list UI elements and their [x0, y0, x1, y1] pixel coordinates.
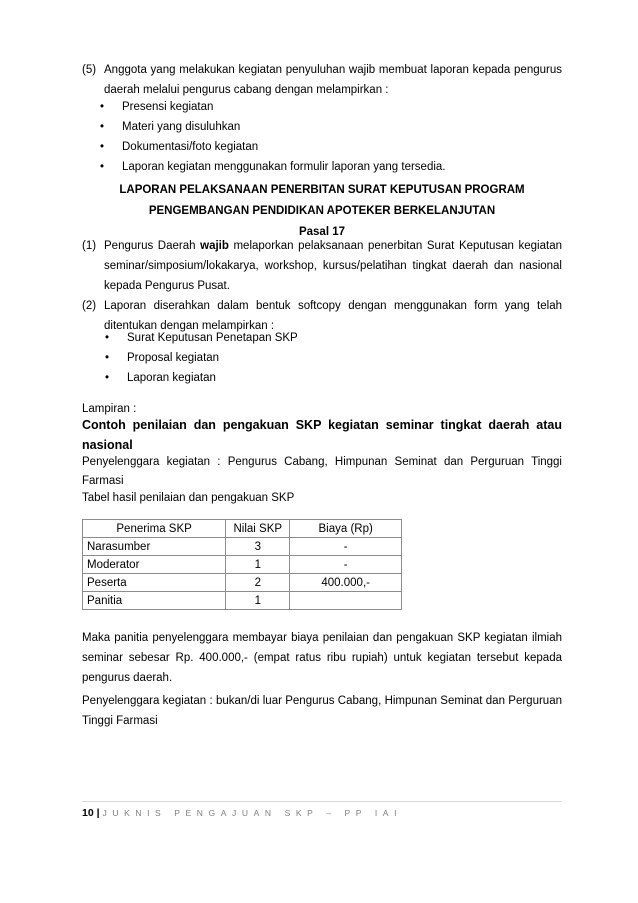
item-2-text: Laporan diserahkan dalam bentuk softcopy dengan menggunakan form yang telah ditentukan dengan melampirkan :: [104, 300, 562, 332]
table-row: [83, 592, 402, 610]
table-row: [83, 556, 402, 574]
table-row: [83, 574, 402, 592]
table-cell: 400.000,-: [290, 574, 402, 592]
table-cell: [290, 592, 402, 610]
organizer-text: Penyelenggara kegiatan : Pengurus Cabang, Himpunan Seminat dan Perguruan Tinggi Farmasi: [82, 456, 562, 487]
item-5-number: (5): [82, 64, 97, 76]
item-2-number: (2): [82, 300, 97, 312]
table-cell: Peserta: [83, 574, 226, 592]
column-header: Penerima SKP: [83, 520, 226, 538]
table-cell: 1: [226, 556, 290, 574]
item-1-number: (1): [82, 240, 97, 252]
example-title: Contoh penilaian dan pengakuan SKP kegiatan seminar tingkat daerah atau nasional: [82, 418, 562, 452]
table-cell: 3: [226, 538, 290, 556]
footer-title: JUKNIS PENGAJUAN SKP – PP IAI: [102, 808, 403, 818]
table-cell: 1: [226, 592, 290, 610]
column-header: Nilai SKP: [226, 520, 290, 538]
document-page: (5) Anggota yang melakukan kegiatan penyuluhan wajib membuat laporan kepada pengurus daerah melalui pengurus cabang dengan melampirkan : • Presensi kegiatan • Materi yang disuluhkan • Dokumentasi/foto kegiatan • Laporan kegiatan menggunakan formulir laporan yang tersedia. LAPORAN PELAKSANAAN PENERBITAN SURAT KEPUTUSAN PROGRAM PENGEMBANGAN PENDIDIKAN APOTEKER BERKELANJUTAN Pasal 17 (1) Pengurus Daerah wajib melaporkan pelaksanaan penerbitan Surat Keputusan kegiatan seminar/simposium/lokakarya, workshop, kursus/pelatihan tingkat daerah dan nasional kepada Pengurus Pusat. (2) Laporan diserahkan dalam bentuk softcopy dengan menggunakan form yang telah ditentukan dengan melampirkan : • Surat Keputusan Penetapan SKP • Proposal kegiatan • Laporan kegiatan Lampiran : Contoh penilaian dan pengakuan SKP kegiatan seminar tingkat daerah atau nasional Penyelenggara kegiatan : Pengurus Cabang, Himpunan Seminat dan Perguruan Tinggi Farmasi Tabel hasil penilaian dan pengakuan SKP Penerima SKP Nilai SKP Biaya (Rp) Narasumber 3 - Moderator 1 - Peserta 2 400.000,- Panitia 1 Maka panitia penyelenggara membayar biaya penilaian dan pengakuan SKP kegiatan ilmiah seminar sebesar Rp. 400.000,- (empat ratus ribu rupiah) untuk kegiatan tersebut kepada pengurus daerah. Penyelenggara kegiatan : bukan/di luar Pengurus Cabang, Himpunan Seminat dan Perguruan Tinggi Farmasi 10 | JUKNIS PENGAJUAN SKP – PP IAI: [0, 0, 638, 903]
table-header-row: [83, 520, 402, 538]
table-cell: -: [290, 556, 402, 574]
item-1-text: Pengurus Daerah wajib melaporkan pelaksanaan penerbitan Surat Keputusan kegiatan seminar/simposium/lokakarya, workshop, kursus/pelatihan tingkat daerah dan nasional kepada Pengurus Pusat.: [104, 240, 562, 292]
table-cell: -: [290, 538, 402, 556]
table-cell: Narasumber: [83, 538, 226, 556]
table-cell: 2: [226, 574, 290, 592]
section-heading-line-1: LAPORAN PELAKSANAAN PENERBITAN SURAT KEPUTUSAN PROGRAM: [119, 184, 525, 196]
item-5-text: Anggota yang melakukan kegiatan penyuluhan wajib membuat laporan kepada pengurus daerah melalui pengurus cabang dengan melampirkan :: [104, 64, 562, 96]
item-5: [82, 60, 562, 100]
table-caption: Tabel hasil penilaian dan pengakuan SKP: [82, 492, 295, 504]
page-number: 10: [82, 807, 94, 819]
footer-separator: |: [96, 807, 100, 819]
article-title: Pasal 17: [298, 226, 346, 238]
section-heading-line-2: PENGEMBANGAN PENDIDIKAN APOTEKER BERKELANJUTAN: [148, 205, 496, 217]
table-cell: Moderator: [83, 556, 226, 574]
paragraph-organizer: Penyelenggara kegiatan : bukan/di luar Pengurus Cabang, Himpunan Seminat dan Perguruan Tinggi Farmasi: [82, 695, 562, 727]
table-row: [83, 538, 402, 556]
column-header: Biaya (Rp): [290, 520, 402, 538]
footer-divider: [82, 801, 562, 802]
page-footer: [82, 806, 402, 820]
table-cell: Panitia: [83, 592, 226, 610]
item-1: [82, 236, 562, 296]
attachment-label: Lampiran :: [82, 403, 137, 415]
skp-table: [82, 519, 402, 610]
paragraph-payment: Maka panitia penyelenggara membayar biaya penilaian dan pengakuan SKP kegiatan ilmiah seminar sebesar Rp. 400.000,- (empat ratus ribu rupiah) untuk kegiatan tersebut kepada pengurus daerah.: [82, 632, 562, 684]
